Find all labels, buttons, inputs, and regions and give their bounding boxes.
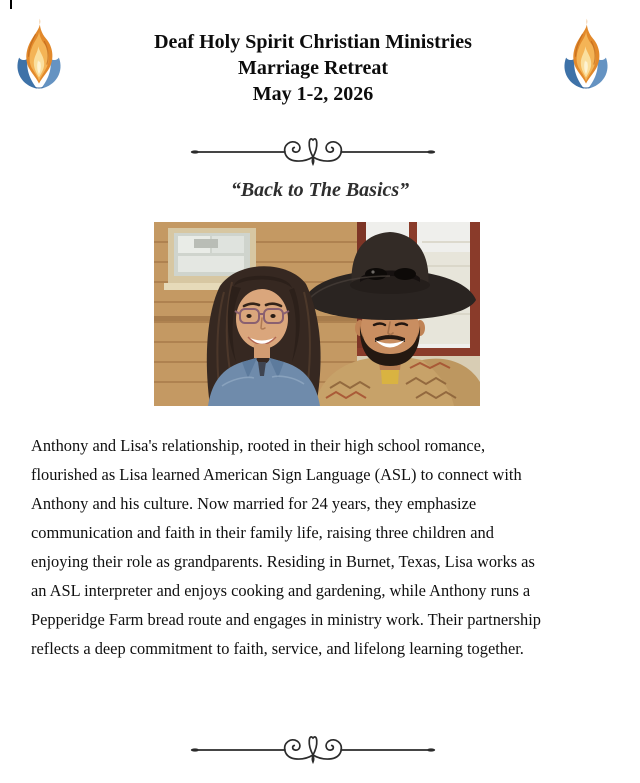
- bio-line: communication and faith in their family life, raising three children and: [31, 523, 494, 542]
- retreat-theme-quote: “Back to The Basics”: [230, 179, 410, 201]
- event-name-title: Marriage Retreat: [237, 57, 389, 79]
- bio-line: flourished as Lisa learned American Sign Language (ASL) to connect with: [31, 465, 522, 484]
- couple-photo: [154, 222, 480, 406]
- bio-line: an ASL interpreter and enjoys cooking and gardening, while Anthony runs a: [31, 581, 531, 600]
- bio-line: Anthony and Lisa's relationship, rooted in their high school romance,: [31, 436, 486, 455]
- scroll-divider-top-icon: [190, 131, 436, 175]
- bio-paragraph: [31, 431, 617, 663]
- woman-figure: [207, 266, 321, 406]
- scroll-divider-bottom-icon: [190, 729, 436, 773]
- org-name-title: Deaf Holy Spirit Christian Ministries: [154, 31, 472, 53]
- event-date-title: May 1-2, 2026: [252, 83, 374, 105]
- bio-line: Pepperidge Farm bread route and engages in ministry work. Their partnership: [31, 610, 541, 629]
- bio-line: enjoying their role as grandparents. Residing in Burnet, Texas, Lisa works as: [31, 552, 535, 571]
- header-title-block: [0, 29, 626, 107]
- bio-line: Anthony and his culture. Now married for 24 years, they emphasize: [31, 494, 477, 513]
- bio-line: reflects a deep commitment to faith, service, and lifelong learning together.: [31, 639, 524, 658]
- stray-cursor-mark: [10, 0, 12, 9]
